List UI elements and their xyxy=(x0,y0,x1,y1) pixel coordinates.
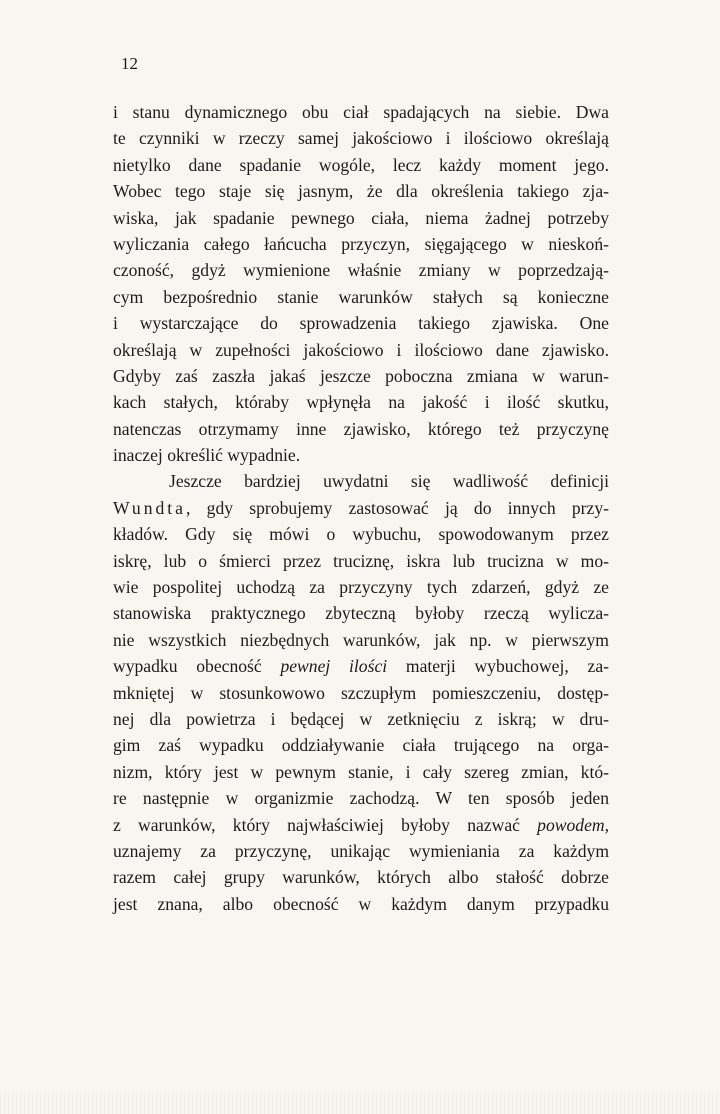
text-line xyxy=(113,521,609,547)
line-text: kładów. Gdy się mówi o wybuchu, spowodowanym przez xyxy=(113,524,609,545)
line-text: re następnie w organizmie zachodzą. W ten sposób jeden xyxy=(113,788,609,809)
line-text: iskrę, lub o śmierci przez truciznę, iskra lub trucizna w mo- xyxy=(113,550,609,571)
line-text: cym bezpośrednio stanie warunków stałych są konieczne xyxy=(113,286,609,307)
line-text: gim zaś wypadku oddziaływanie ciała trującego na orga- xyxy=(113,735,609,756)
italic-text: pewnej ilości xyxy=(280,656,388,677)
text-line xyxy=(113,310,609,336)
line-text: i stanu dynamicznego obu ciał spadających na siebie. Dwa xyxy=(113,102,609,122)
text-line xyxy=(113,442,609,468)
line-text: wypadku obecność xyxy=(113,656,281,677)
text-line xyxy=(113,680,609,706)
body-text xyxy=(113,99,609,917)
line-text: Jeszcze bardziej uwydatni się wadliwość definicji xyxy=(169,471,609,492)
text-line xyxy=(113,99,609,125)
line-text: Gdyby zaś zaszła jakaś jeszcze poboczna zmiana w warun- xyxy=(113,365,609,386)
text-line xyxy=(113,205,609,231)
line-text: określają w zupełności jakościowo i ilościowo dane zjawisko. xyxy=(113,339,609,360)
page-number: 12 xyxy=(121,54,138,73)
line-text: materji wybuchowej, za- xyxy=(387,656,609,677)
line-text: nie wszystkich niezbędnych warunków, jak np. w pierwszym xyxy=(113,629,609,650)
text-line xyxy=(113,363,609,389)
line-text: kach stałych, któraby wpłynęła na jakość i ilość skutku, xyxy=(113,392,609,413)
line-text: te czynniki w rzeczy samej jakościowo i ilościowo określają xyxy=(113,128,609,149)
line-text: , gdy sprobujemy zastosować ją do innych przy- xyxy=(186,497,609,518)
text-line xyxy=(113,231,609,257)
line-text: jest znana, albo obecność w każdym danym przypadku xyxy=(113,893,609,914)
text-line xyxy=(113,706,609,732)
text-line xyxy=(113,337,609,363)
line-text: z warunków, który najwłaściwiej byłoby nazwać xyxy=(113,814,538,835)
line-text: wiska, jak spadanie pewnego ciała, niema żadnej potrzeby xyxy=(113,207,609,228)
line-text: Wobec tego staje się jasnym, że dla określenia takiego zja- xyxy=(113,181,609,202)
line-text: inaczej określić wypadnie. xyxy=(113,445,301,466)
text-line xyxy=(113,416,609,442)
line-text: nietylko dane spadanie wogóle, lecz każdy moment jego. xyxy=(113,154,609,175)
text-line xyxy=(113,627,609,653)
text-line xyxy=(113,125,609,151)
line-text: nej dla powietrza i będącej w zetknięciu z iskrą; w dru- xyxy=(113,708,609,729)
line-text: wie pospolitej uchodzą za przyczyny tych zdarzeń, gdyż ze xyxy=(113,577,609,598)
scan-edge-noise xyxy=(0,1092,720,1114)
text-line xyxy=(113,468,609,494)
text-line xyxy=(113,389,609,415)
text-line xyxy=(113,785,609,811)
text-line xyxy=(113,812,609,838)
line-text: uznajemy za przyczynę, unikając wymieniania za każdym xyxy=(113,840,609,861)
text-line xyxy=(113,653,609,679)
line-text: mkniętej w stosunkowowo szczupłym pomieszczeniu, dostęp- xyxy=(113,682,609,703)
text-line xyxy=(113,600,609,626)
line-text: czoność, gdyż wymienione właśnie zmiany w poprzedzają- xyxy=(113,260,609,281)
text-line xyxy=(113,257,609,283)
text-line xyxy=(113,178,609,204)
line-text: wyliczania całego łańcucha przyczyn, sięgającego w nieskoń- xyxy=(113,233,609,254)
text-line xyxy=(113,284,609,310)
line-text: i wystarczające do sprowadzenia takiego zjawiska. One xyxy=(113,313,609,334)
text-line xyxy=(113,891,609,917)
line-text: stanowiska praktycznego zbyteczną byłoby rzeczą wylicza- xyxy=(113,603,609,624)
text-line xyxy=(113,732,609,758)
italic-text: powodem, xyxy=(537,814,609,835)
text-line xyxy=(113,152,609,178)
text-line xyxy=(113,574,609,600)
text-line xyxy=(113,548,609,574)
spaced-name: Wundta xyxy=(113,497,186,518)
text-line xyxy=(113,864,609,890)
line-text: razem całej grupy warunków, których albo stałość dobrze xyxy=(113,867,609,888)
line-text: nizm, który jest w pewnym stanie, i cały szereg zmian, któ- xyxy=(113,761,609,782)
text-line xyxy=(113,838,609,864)
text-line xyxy=(113,759,609,785)
line-text: natenczas otrzymamy inne zjawisko, którego też przyczynę xyxy=(113,418,609,439)
text-line xyxy=(113,495,609,521)
